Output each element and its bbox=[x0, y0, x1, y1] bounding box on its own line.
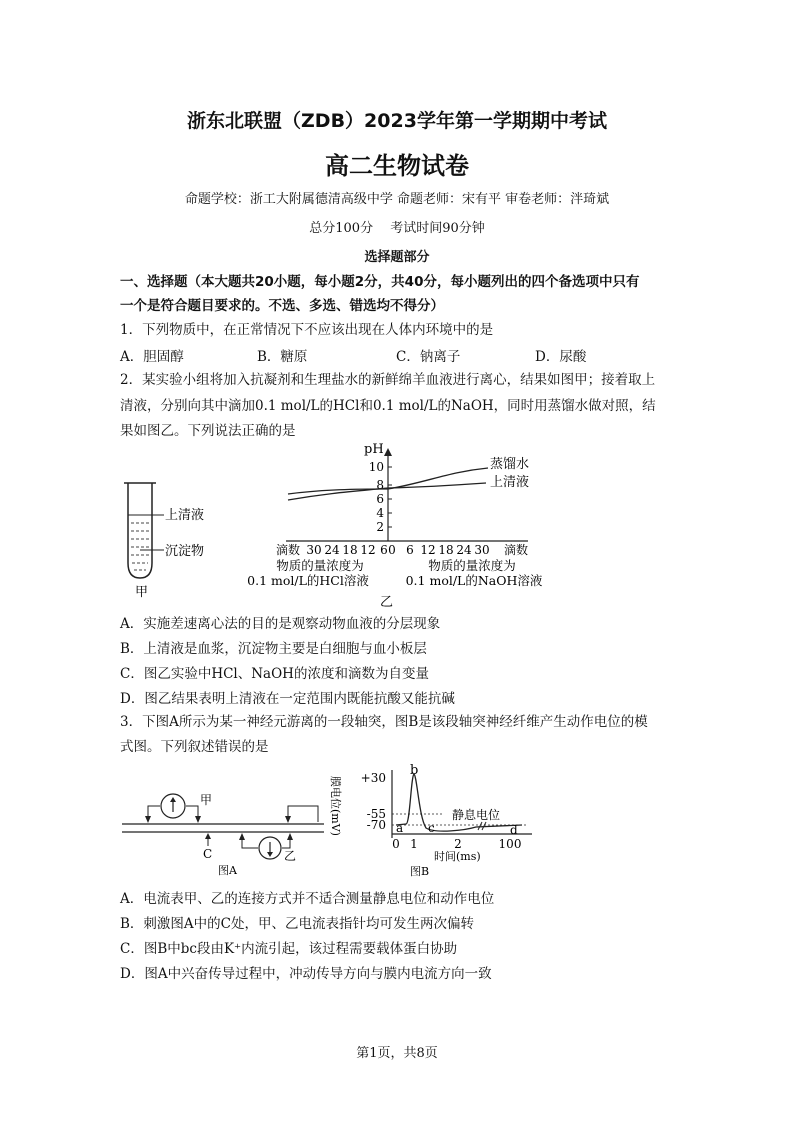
meter-yi-label: 乙 bbox=[284, 849, 297, 863]
resting-potential-label: 静息电位 bbox=[452, 808, 501, 822]
x-left-desc-1: 物质的量浓度为 bbox=[276, 558, 364, 573]
q3-option-c: C．图B中bc段由K⁺内流引起，该过程需要载体蛋白协助 bbox=[120, 941, 458, 957]
x-right-tick-12: 12 bbox=[420, 543, 436, 557]
q3-stem-line-1: 3．下图A所示为某一神经元游离的一段轴突，图B是该段轴突神经纤维产生动作电位的模 bbox=[120, 714, 648, 730]
figure-a-caption: 图A bbox=[218, 864, 237, 877]
stimulus-point-c: C bbox=[203, 847, 213, 861]
x-left-tick-6: 6 bbox=[380, 543, 388, 557]
q2-stem-line-3: 果如图乙。下列说法正确的是 bbox=[120, 423, 296, 439]
q1-option-a: A．胆固醇 bbox=[120, 349, 184, 365]
x-right-tick-18: 18 bbox=[438, 543, 454, 557]
x-right-label: 滴数 bbox=[503, 543, 529, 557]
instructions-line-1: 一、选择题（本大题共20小题，每小题2分，共40分，每小题列出的四个备选项中只有 bbox=[120, 274, 640, 290]
q3-option-a: A．电流表甲、乙的连接方式并不适合测量静息电位和动作电位 bbox=[120, 891, 495, 907]
x-right-tick-6: 6 bbox=[406, 543, 414, 557]
x-right-tick-30: 30 bbox=[474, 543, 490, 557]
x-tick-0: 0 bbox=[388, 543, 396, 557]
figure-b-y-title: 膜电位(mV) bbox=[329, 776, 342, 836]
figure-b bbox=[326, 762, 546, 880]
legend-distilled-water: 蒸馏水 bbox=[490, 457, 530, 472]
legend-supernatant: 上清液 bbox=[490, 475, 530, 490]
y-tick-minus55: -55 bbox=[366, 807, 386, 821]
q2-option-d: D．图乙结果表明上清液在一定范围内既能抗酸又能抗碱 bbox=[120, 691, 455, 707]
y-tick-minus70: -70 bbox=[366, 818, 386, 832]
q1-option-b: B．糖原 bbox=[257, 349, 308, 365]
figure-yi-chart bbox=[228, 438, 568, 614]
meter-jia-label: 甲 bbox=[200, 793, 213, 807]
q2-stem-line-2: 清液，分别向其中滴加0.1 mol/L的HCl和0.1 mol/L的NaOH，同时用蒸馏水做对照，结 bbox=[120, 398, 656, 414]
x-left-tick-18: 18 bbox=[342, 543, 358, 557]
section-heading: 选择题部分 bbox=[364, 250, 430, 265]
q2-option-b: B．上清液是血浆，沉淀物主要是白细胞与血小板层 bbox=[120, 641, 427, 657]
q3-option-b: B．刺激图A中的C处，甲、乙电流表指针均可发生两次偏转 bbox=[120, 916, 474, 932]
figure-a bbox=[118, 786, 328, 878]
q3-option-d: D．图A中兴奋传导过程中，冲动传导方向与膜内电流方向一致 bbox=[120, 966, 492, 982]
q2-option-a: A．实施差速离心法的目的是观察动物血液的分层现象 bbox=[120, 616, 441, 632]
page-footer: 第1页，共8页 bbox=[356, 1046, 438, 1061]
point-d: d bbox=[510, 823, 518, 837]
x-right-desc-1: 物质的量浓度为 bbox=[428, 558, 516, 573]
y-tick-plus30: +30 bbox=[360, 771, 386, 785]
x-tick-1: 1 bbox=[410, 837, 418, 851]
y-axis-title: pH bbox=[364, 442, 384, 457]
q1-option-c: C．钠离子 bbox=[396, 349, 461, 365]
y-tick-8: 8 bbox=[376, 478, 384, 492]
point-b: b bbox=[410, 763, 419, 778]
q1-stem: 1．下列物质中，在正常情况下不应该出现在人体内环境中的是 bbox=[120, 322, 494, 338]
label-supernatant: 上清液 bbox=[165, 508, 205, 523]
q2-option-c: C．图乙实验中HCl、NaOH的浓度和滴数为自变量 bbox=[120, 666, 429, 682]
x-right-desc-2: 0.1 mol/L的NaOH溶液 bbox=[405, 573, 543, 588]
x-left-tick-30: 30 bbox=[306, 543, 322, 557]
point-a: a bbox=[396, 821, 404, 835]
y-tick-4: 4 bbox=[376, 506, 384, 520]
action-potential-curve bbox=[396, 774, 522, 831]
x-left-tick-24: 24 bbox=[324, 543, 340, 557]
x-tick-2: 2 bbox=[454, 837, 462, 851]
y-tick-6: 6 bbox=[376, 492, 384, 506]
label-sediment: 沉淀物 bbox=[165, 544, 205, 559]
credits-line: 命题学校：浙工大附属德清高级中学 命题老师：宋有平 审卷老师：泮琦斌 bbox=[184, 192, 610, 207]
x-tick-0: 0 bbox=[392, 837, 400, 851]
figure-b-x-title: 时间(ms) bbox=[434, 850, 481, 863]
subject-title: 高二生物试卷 bbox=[325, 152, 469, 180]
figure-jia-caption: 甲 bbox=[135, 585, 149, 600]
x-tick-100: 100 bbox=[498, 837, 522, 851]
x-left-desc-2: 0.1 mol/L的HCl溶液 bbox=[247, 573, 369, 588]
sediment-hatching bbox=[131, 523, 149, 570]
instructions-line-2: 一个是符合题目要求的。不选、多选、错选均不得分） bbox=[120, 298, 444, 314]
y-tick-10: 10 bbox=[368, 460, 384, 474]
score-time-line: 总分100分 考试时间90分钟 bbox=[309, 221, 485, 236]
x-right-tick-24: 24 bbox=[456, 543, 472, 557]
figure-yi-caption: 乙 bbox=[380, 595, 394, 610]
q1-option-d: D．尿酸 bbox=[535, 349, 587, 365]
x-left-label: 滴数 bbox=[275, 543, 301, 557]
x-left-tick-12: 12 bbox=[360, 543, 376, 557]
q2-stem-line-1: 2．某实验小组将加入抗凝剂和生理盐水的新鲜绵羊血液进行离心，结果如图甲；接着取上 bbox=[120, 372, 656, 388]
point-c: c bbox=[428, 821, 435, 835]
y-tick-2: 2 bbox=[376, 520, 384, 534]
q3-stem-line-2: 式图。下列叙述错误的是 bbox=[120, 739, 269, 755]
exam-title: 浙东北联盟（ZDB）2023学年第一学期期中考试 bbox=[187, 110, 607, 132]
figure-b-caption: 图B bbox=[410, 865, 430, 878]
